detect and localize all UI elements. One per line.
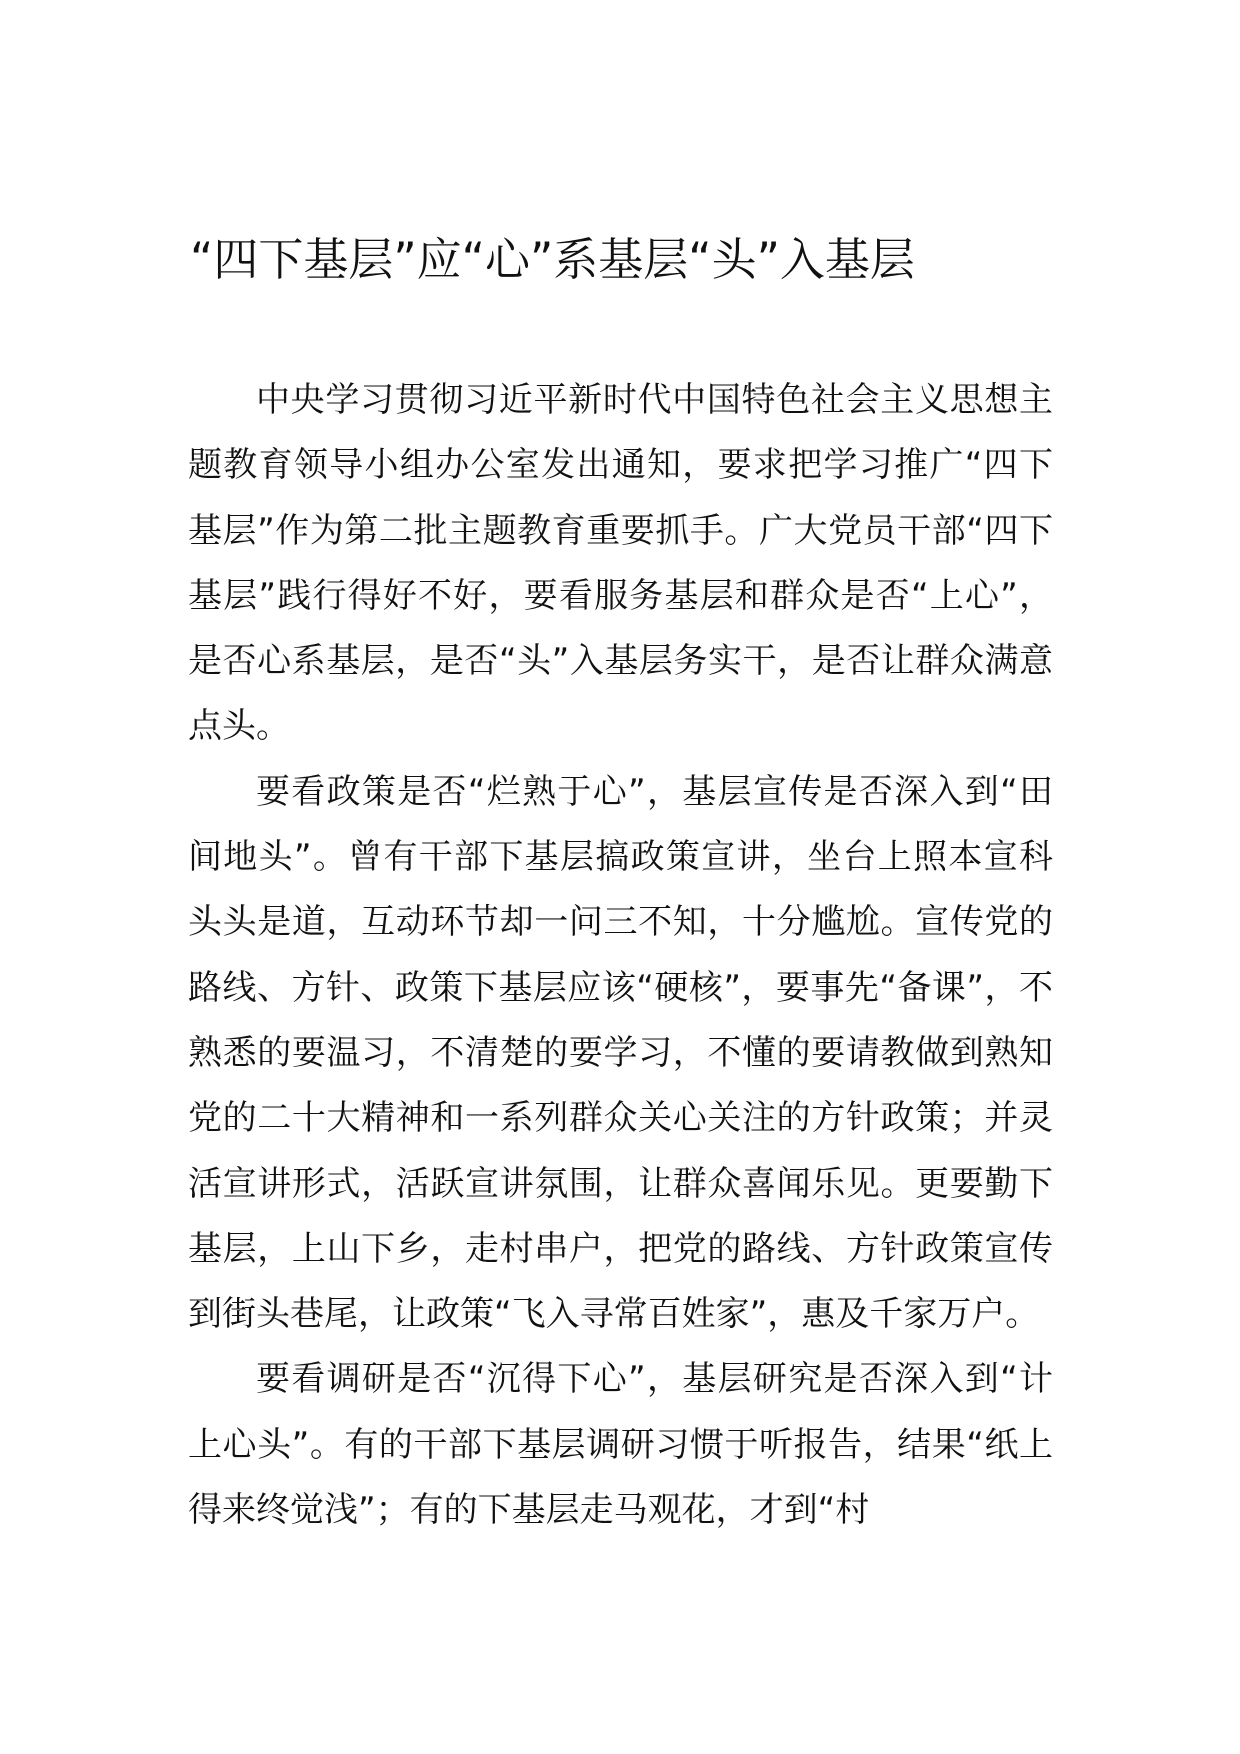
paragraph-policy: 要看政策是否“烂熟于心”，基层宣传是否深入到“田间地头”。曾有干部下基层搞政策宣讲，坐台上照本宣科头头是道，互动环节却一问三不知，十分尴尬。宣传党的路线、方针、政策下基层应该“硬核”，要事先“备课”，不熟悉的要温习，不清楚的要学习，不懂的要请教做到熟知党的二十大精神和一系列群众关心关注的方针政策；并灵活宣讲形式，活跃宣讲氛围，让群众喜闻乐见。更要勤下基层，上山下乡，走村串户，把党的路线、方针政策宣传到街头巷尾，让政策“飞入寻常百姓家”，惠及千家万户。 — [188, 771, 1053, 1335]
document-title: “四下基层”应“心”系基层“头”入基层 — [190, 233, 915, 286]
document-body — [188, 368, 1053, 1543]
paragraph-research: 要看调研是否“沉得下心”，基层研究是否深入到“计上心头”。有的干部下基层调研习惯于听报告，结果“纸上得来终觉浅”；有的下基层走马观花，才到“村 — [188, 1359, 1053, 1531]
paragraph-intro: 中央学习贯彻习近平新时代中国特色社会主义思想主题教育领导小组办公室发出通知，要求把学习推广“四下基层”作为第二批主题教育重要抓手。广大党员干部“四下基层”践行得好不好，要看服务基层和群众是否“上心”，是否心系基层，是否“头”入基层务实干，是否让群众满意点头。 — [188, 380, 1053, 747]
